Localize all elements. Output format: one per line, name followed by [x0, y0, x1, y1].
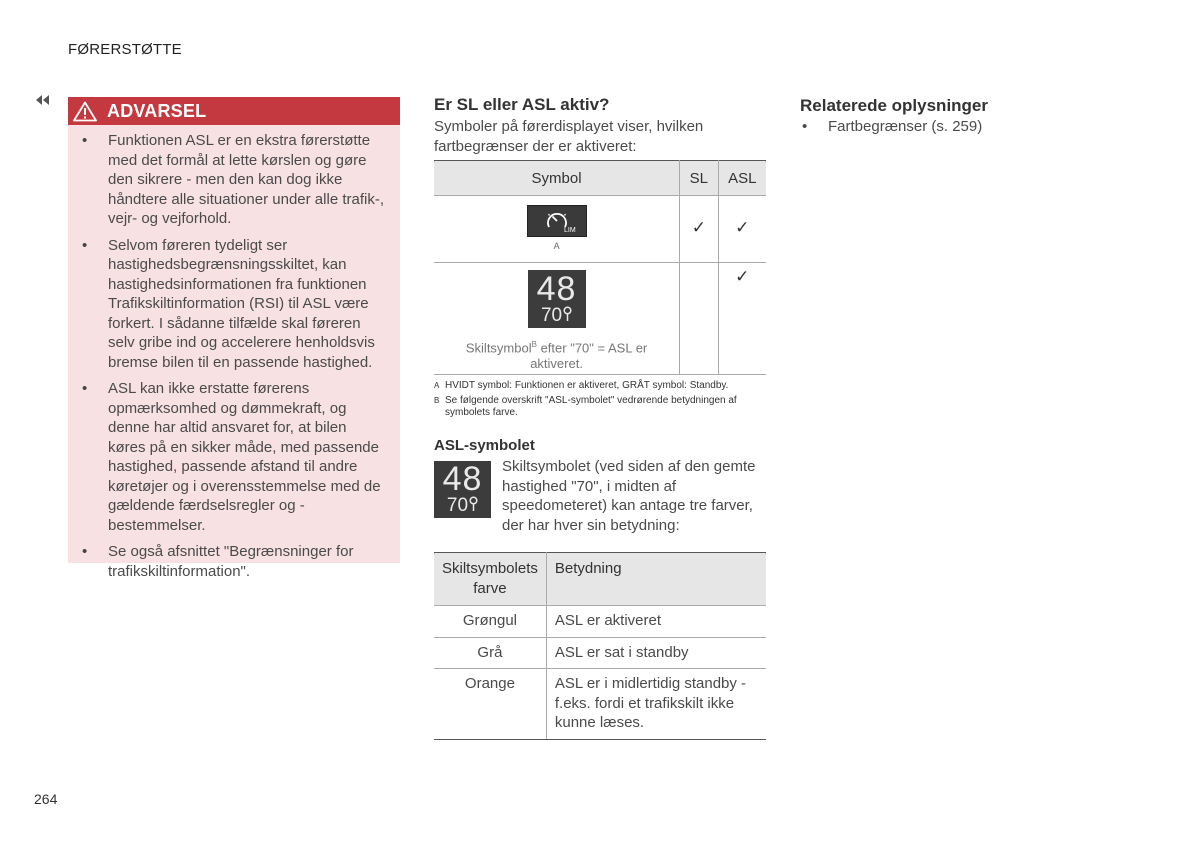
table-header-row	[434, 553, 766, 606]
table-header-row	[434, 161, 766, 196]
table-row	[434, 606, 766, 638]
symbol-table	[434, 160, 766, 375]
table-cell: Orange	[434, 669, 546, 740]
table-row	[434, 196, 766, 263]
related-heading: Relaterede oplysninger	[800, 96, 989, 115]
sl-asl-intro: Symboler på førerdisplayet viser, hvilken fartbegrænser der er aktiveret:	[434, 118, 704, 155]
footnote: B Se følgende overskrift "ASL-symbolet" vedrørende betydningen af symbolets farve.	[434, 395, 737, 418]
warning-title: ADVARSEL	[107, 101, 207, 121]
table-cell: Grå	[434, 637, 546, 669]
meaning-table	[434, 552, 766, 740]
table-header: Symbol	[434, 161, 680, 196]
table-header: Skiltsymbolets farve	[434, 553, 546, 606]
section-title: FØRERSTØTTE	[68, 41, 182, 58]
table-cell: Grøngul	[434, 606, 546, 638]
warning-item: • Se også afsnittet "Begrænsninger for trafikskiltinformation".	[68, 542, 400, 581]
warning-triangle-icon	[73, 101, 97, 127]
related-link[interactable]: • Fartbegrænser (s. 259)	[800, 117, 982, 137]
asl-symbol-text: Skiltsymbolet (ved siden af den gemte hastighed "70", i midten af speedometeret) kan antage tre farver, der har hver sin betydning:	[502, 458, 756, 534]
table-header: ASL	[718, 161, 766, 196]
warning-item: • Selvom føreren tydeligt ser hastighedsbegrænsningsskiltet, kan hastighedsinformationen fra funktionen Trafikskiltinformation (RSI) til ASL være forkert. I sådanne tilfælde skal føreren selv gribe ind og accelerere henholdsvis bremse bilen til en passende hastighed.	[68, 236, 400, 373]
warning-item: • Funktionen ASL er en ekstra førerstøtte med det formål at lette kørslen og gøre den sikrere - men den kan dog ikke håndtere alle situationer under alle trafik-, vejr- og vejforhold.	[68, 131, 400, 229]
sign-pin-icon	[563, 306, 572, 322]
asl-symbol-heading: ASL-symbolet	[434, 437, 535, 454]
footnote-mark: A	[553, 241, 560, 251]
asl-check: ✓	[718, 196, 766, 263]
footnotes	[434, 380, 767, 419]
warning-box	[68, 97, 400, 580]
table-row	[434, 669, 766, 740]
table-cell: ASL er sat i standby	[546, 637, 766, 669]
warning-header	[68, 97, 400, 125]
warning-list	[68, 131, 400, 581]
sl-check	[680, 263, 718, 375]
page-number: 264	[34, 791, 58, 807]
footnote: A HVIDT symbol: Funktionen er aktiveret, GRÅT symbol: Standby.	[434, 380, 729, 391]
speedometer-lim-icon	[527, 205, 587, 237]
table-header: SL	[680, 161, 718, 196]
sl-check: ✓	[680, 196, 718, 263]
sl-asl-heading: Er SL eller ASL aktiv?	[434, 95, 610, 114]
asl-check: ✓	[718, 263, 766, 375]
sign-caption: Skiltsymbol$^B$ efter "70" = ASL er aktiveret.	[465, 340, 648, 372]
warning-item: • ASL kan ikke erstatte førerens opmærksomhed og dømmekraft, og denne har altid ansvaret for, at bilen køres på en sikker måde, med passende hastighed, passende afstand til andre køretøjer og i overensstemmelse med de gældende færdselsregler og -bestemmelser.	[68, 379, 400, 535]
table-header: Betydning	[546, 553, 766, 606]
table-cell: ASL er i midlertidig standby - f.eks. fordi et trafikskilt ikke kunne læses.	[546, 669, 766, 740]
table-cell: ASL er aktiveret	[546, 606, 766, 638]
asl-sign-symbol: 48 70	[434, 461, 491, 518]
double-left-arrow-icon[interactable]	[36, 95, 50, 108]
table-row	[434, 263, 766, 375]
sign-pin-icon	[469, 496, 478, 512]
speed-sign-symbol: 48 70	[528, 270, 586, 328]
related-list	[800, 117, 982, 137]
table-row	[434, 637, 766, 669]
svg-text:LIM: LIM	[563, 227, 576, 234]
